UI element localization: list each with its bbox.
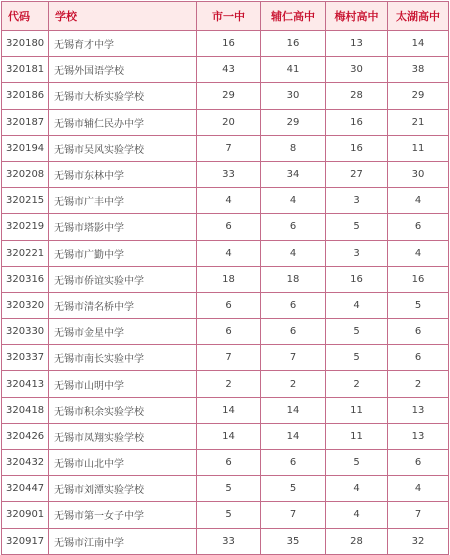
table-row [2,502,449,528]
cell-furen: 7 [261,345,326,371]
cell-furen: 34 [261,161,326,187]
cell-shiyizhong: 43 [197,57,261,83]
cell-code: 320186 [2,83,49,109]
table-row [2,266,449,292]
cell-furen: 6 [261,214,326,240]
cell-furen: 6 [261,292,326,318]
cell-school: 无锡市凤翔实验学校 [49,423,197,449]
cell-furen: 4 [261,240,326,266]
header-furen: 辅仁高中 [261,2,326,31]
cell-school: 无锡市塔影中学 [49,214,197,240]
cell-code: 320316 [2,266,49,292]
table-row [2,214,449,240]
cell-code: 320215 [2,188,49,214]
cell-meicun: 4 [326,476,388,502]
cell-shiyizhong: 6 [197,214,261,240]
cell-taihu: 6 [388,214,449,240]
table-row [2,161,449,187]
cell-taihu: 6 [388,450,449,476]
cell-taihu: 6 [388,319,449,345]
table-row [2,292,449,318]
cell-meicun: 28 [326,528,388,554]
cell-meicun: 3 [326,240,388,266]
cell-shiyizhong: 7 [197,135,261,161]
cell-school: 无锡市大桥实验学校 [49,83,197,109]
cell-school: 无锡市侨谊实验中学 [49,266,197,292]
cell-taihu: 21 [388,109,449,135]
cell-school: 无锡市清名桥中学 [49,292,197,318]
cell-meicun: 16 [326,109,388,135]
table-row [2,345,449,371]
cell-taihu: 2 [388,371,449,397]
cell-code: 320901 [2,502,49,528]
cell-shiyizhong: 33 [197,161,261,187]
cell-meicun: 2 [326,371,388,397]
cell-shiyizhong: 6 [197,292,261,318]
table-row [2,476,449,502]
cell-taihu: 4 [388,476,449,502]
cell-meicun: 5 [326,345,388,371]
cell-furen: 29 [261,109,326,135]
cell-taihu: 11 [388,135,449,161]
table-row [2,371,449,397]
cell-shiyizhong: 14 [197,397,261,423]
cell-furen: 4 [261,188,326,214]
table-row [2,450,449,476]
cell-code: 320337 [2,345,49,371]
cell-code: 320194 [2,135,49,161]
cell-taihu: 38 [388,57,449,83]
cell-meicun: 27 [326,161,388,187]
cell-taihu: 16 [388,266,449,292]
cell-taihu: 32 [388,528,449,554]
cell-meicun: 16 [326,135,388,161]
cell-meicun: 4 [326,502,388,528]
cell-furen: 18 [261,266,326,292]
cell-code: 320219 [2,214,49,240]
cell-school: 无锡市山明中学 [49,371,197,397]
cell-shiyizhong: 29 [197,83,261,109]
cell-code: 320208 [2,161,49,187]
cell-shiyizhong: 5 [197,502,261,528]
cell-code: 320320 [2,292,49,318]
table-row [2,423,449,449]
table-row [2,31,449,57]
cell-taihu: 7 [388,502,449,528]
cell-furen: 14 [261,397,326,423]
cell-school: 无锡市东林中学 [49,161,197,187]
cell-school: 无锡育才中学 [49,31,197,57]
cell-shiyizhong: 5 [197,476,261,502]
cell-school: 无锡市广丰中学 [49,188,197,214]
cell-taihu: 13 [388,397,449,423]
cell-shiyizhong: 16 [197,31,261,57]
cell-taihu: 4 [388,188,449,214]
cell-meicun: 5 [326,450,388,476]
cell-furen: 6 [261,450,326,476]
cell-shiyizhong: 7 [197,345,261,371]
cell-shiyizhong: 2 [197,371,261,397]
cell-furen: 2 [261,371,326,397]
table-row [2,397,449,423]
cell-meicun: 13 [326,31,388,57]
cell-code: 320418 [2,397,49,423]
cell-meicun: 11 [326,397,388,423]
cell-code: 320221 [2,240,49,266]
cell-school: 无锡市第一女子中学 [49,502,197,528]
cell-code: 320187 [2,109,49,135]
cell-shiyizhong: 14 [197,423,261,449]
header-shiyizhong: 市一中 [197,2,261,31]
cell-meicun: 16 [326,266,388,292]
cell-shiyizhong: 6 [197,450,261,476]
cell-meicun: 5 [326,319,388,345]
table-row [2,109,449,135]
cell-code: 320432 [2,450,49,476]
cell-meicun: 3 [326,188,388,214]
cell-taihu: 13 [388,423,449,449]
table-row [2,528,449,554]
cell-code: 320181 [2,57,49,83]
table-row [2,319,449,345]
cell-school: 无锡外国语学校 [49,57,197,83]
cell-shiyizhong: 4 [197,188,261,214]
cell-shiyizhong: 18 [197,266,261,292]
cell-furen: 7 [261,502,326,528]
cell-meicun: 28 [326,83,388,109]
header-taihu: 太湖高中 [388,2,449,31]
cell-shiyizhong: 6 [197,319,261,345]
cell-code: 320180 [2,31,49,57]
cell-furen: 41 [261,57,326,83]
cell-taihu: 30 [388,161,449,187]
cell-school: 无锡市辅仁民办中学 [49,109,197,135]
cell-code: 320426 [2,423,49,449]
cell-school: 无锡市山北中学 [49,450,197,476]
cell-school: 无锡市积余实验学校 [49,397,197,423]
cell-taihu: 14 [388,31,449,57]
cell-taihu: 6 [388,345,449,371]
header-meicun: 梅村高中 [326,2,388,31]
header-row [2,2,449,31]
table-body [2,31,449,555]
cell-school: 无锡市江南中学 [49,528,197,554]
cell-meicun: 11 [326,423,388,449]
cell-furen: 16 [261,31,326,57]
cell-furen: 6 [261,319,326,345]
cell-code: 320330 [2,319,49,345]
table-row [2,135,449,161]
cell-furen: 30 [261,83,326,109]
table-row [2,188,449,214]
cell-taihu: 29 [388,83,449,109]
cell-code: 320447 [2,476,49,502]
header-code: 代码 [2,2,49,31]
cell-furen: 14 [261,423,326,449]
cell-furen: 5 [261,476,326,502]
cell-school: 无锡市广勤中学 [49,240,197,266]
table-row [2,57,449,83]
cell-taihu: 5 [388,292,449,318]
cell-school: 无锡市刘潭实验学校 [49,476,197,502]
cell-school: 无锡市金星中学 [49,319,197,345]
cell-meicun: 30 [326,57,388,83]
header-school: 学校 [49,2,197,31]
cell-school: 无锡市吴风实验学校 [49,135,197,161]
cell-taihu: 4 [388,240,449,266]
cell-furen: 35 [261,528,326,554]
cell-shiyizhong: 4 [197,240,261,266]
cell-shiyizhong: 20 [197,109,261,135]
quota-table [1,1,449,555]
cell-shiyizhong: 33 [197,528,261,554]
table-row [2,83,449,109]
cell-school: 无锡市南长实验中学 [49,345,197,371]
cell-meicun: 5 [326,214,388,240]
table-row [2,240,449,266]
cell-furen: 8 [261,135,326,161]
cell-code: 320413 [2,371,49,397]
cell-meicun: 4 [326,292,388,318]
cell-code: 320917 [2,528,49,554]
